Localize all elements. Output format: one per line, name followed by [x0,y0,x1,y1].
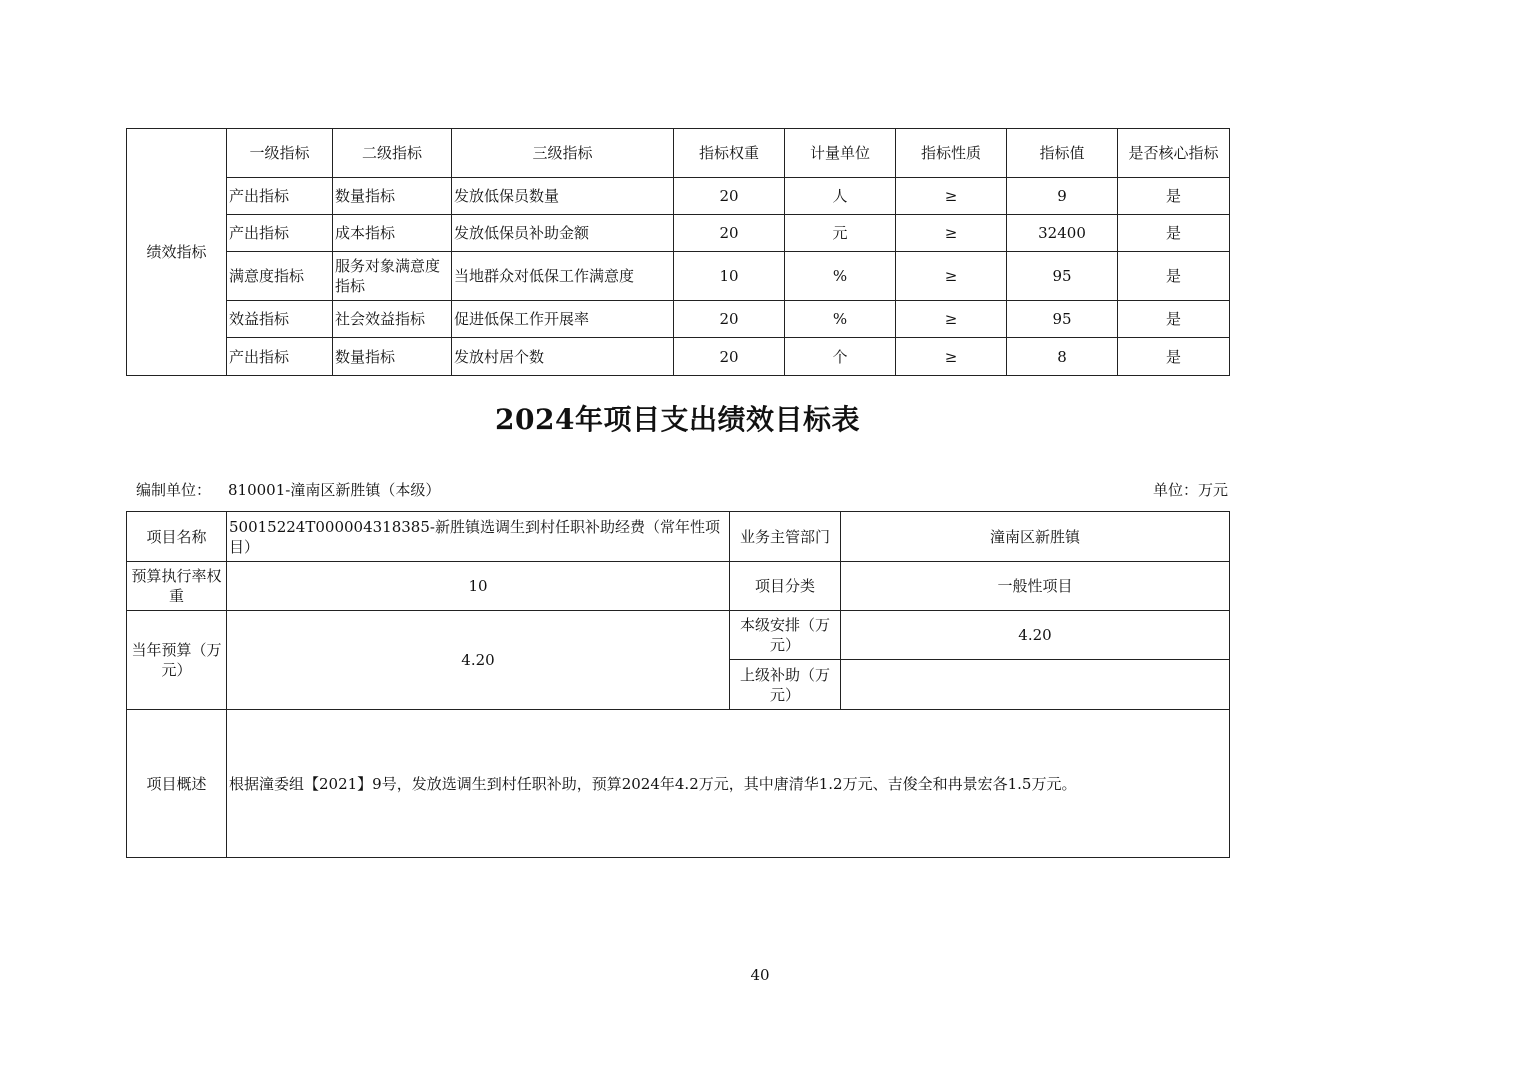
cell-value: 9 [1007,178,1118,215]
cell-nature: ≥ [896,301,1007,338]
cell-nature: ≥ [896,338,1007,376]
cell-weight: 20 [674,178,785,215]
project-name-value: 50015224T000004318385-新胜镇选调生到村任职补助经费（常年性项目） [227,512,730,562]
document-title: 2024年项目支出绩效目标表 [495,403,860,436]
table-header-row [127,129,1230,178]
dept-value: 潼南区新胜镇 [841,512,1230,562]
cell-nature: ≥ [896,178,1007,215]
header-level3: 三级指标 [452,129,674,178]
cell-nature: ≥ [896,252,1007,301]
header-core: 是否核心指标 [1118,129,1230,178]
cell-unit: % [785,301,896,338]
cell-level3: 发放低保员补助金额 [452,215,674,252]
cell-core: 是 [1118,338,1230,376]
cell-weight: 20 [674,338,785,376]
cell-level2: 成本指标 [333,215,452,252]
cell-level3: 促进低保工作开展率 [452,301,674,338]
cell-unit: 人 [785,178,896,215]
header-unit: 计量单位 [785,129,896,178]
cell-level2: 数量指标 [333,338,452,376]
project-info-table [126,511,1230,858]
cell-core: 是 [1118,178,1230,215]
header-level2: 二级指标 [333,129,452,178]
cell-value: 32400 [1007,215,1118,252]
cell-nature: ≥ [896,215,1007,252]
cell-level1: 产出指标 [227,338,333,376]
header-nature: 指标性质 [896,129,1007,178]
performance-indicator-table [126,128,1230,376]
category-label: 项目分类 [730,562,841,611]
cell-level3: 发放村居个数 [452,338,674,376]
cell-core: 是 [1118,252,1230,301]
exec-rate-label: 预算执行率权重 [127,562,227,611]
section-label: 绩效指标 [127,129,227,376]
cell-weight: 10 [674,252,785,301]
budget-label: 当年预算（万元） [127,611,227,710]
table-row [127,215,1230,252]
cell-unit: 元 [785,215,896,252]
category-value: 一般性项目 [841,562,1230,611]
dept-label: 业务主管部门 [730,512,841,562]
cell-level2: 服务对象满意度指标 [333,252,452,301]
upper-value [841,660,1230,710]
cell-level3: 发放低保员数量 [452,178,674,215]
local-label: 本级安排（万元） [730,611,841,660]
cell-value: 95 [1007,252,1118,301]
local-value: 4.20 [841,611,1230,660]
cell-value: 8 [1007,338,1118,376]
table-row [127,301,1230,338]
cell-level3: 当地群众对低保工作满意度 [452,252,674,301]
budget-value: 4.20 [227,611,730,710]
upper-label: 上级补助（万元） [730,660,841,710]
cell-level1: 产出指标 [227,178,333,215]
header-level1: 一级指标 [227,129,333,178]
cell-unit: 个 [785,338,896,376]
cell-value: 95 [1007,301,1118,338]
header-value: 指标值 [1007,129,1118,178]
cell-level1: 满意度指标 [227,252,333,301]
cell-weight: 20 [674,215,785,252]
table-row [127,252,1230,301]
cell-unit: % [785,252,896,301]
project-name-label: 项目名称 [127,512,227,562]
unit-label: 单位：万元 [1152,481,1228,499]
cell-level1: 效益指标 [227,301,333,338]
org-value: 810001-潼南区新胜镇（本级） [228,481,441,499]
page-number: 40 [750,966,770,984]
desc-label: 项目概述 [127,710,227,858]
cell-core: 是 [1118,215,1230,252]
header-weight: 指标权重 [674,129,785,178]
desc-value: 根据潼委组【2021】9号，发放选调生到村任职补助，预算2024年4.2万元，其中唐清华1.2万元、吉俊全和冉景宏各1.5万元。 [227,710,1230,858]
org-label: 编制单位： [136,481,212,499]
cell-level2: 数量指标 [333,178,452,215]
table-row [127,178,1230,215]
cell-core: 是 [1118,301,1230,338]
cell-weight: 20 [674,301,785,338]
cell-level2: 社会效益指标 [333,301,452,338]
cell-level1: 产出指标 [227,215,333,252]
exec-rate-value: 10 [227,562,730,611]
table-row [127,338,1230,376]
